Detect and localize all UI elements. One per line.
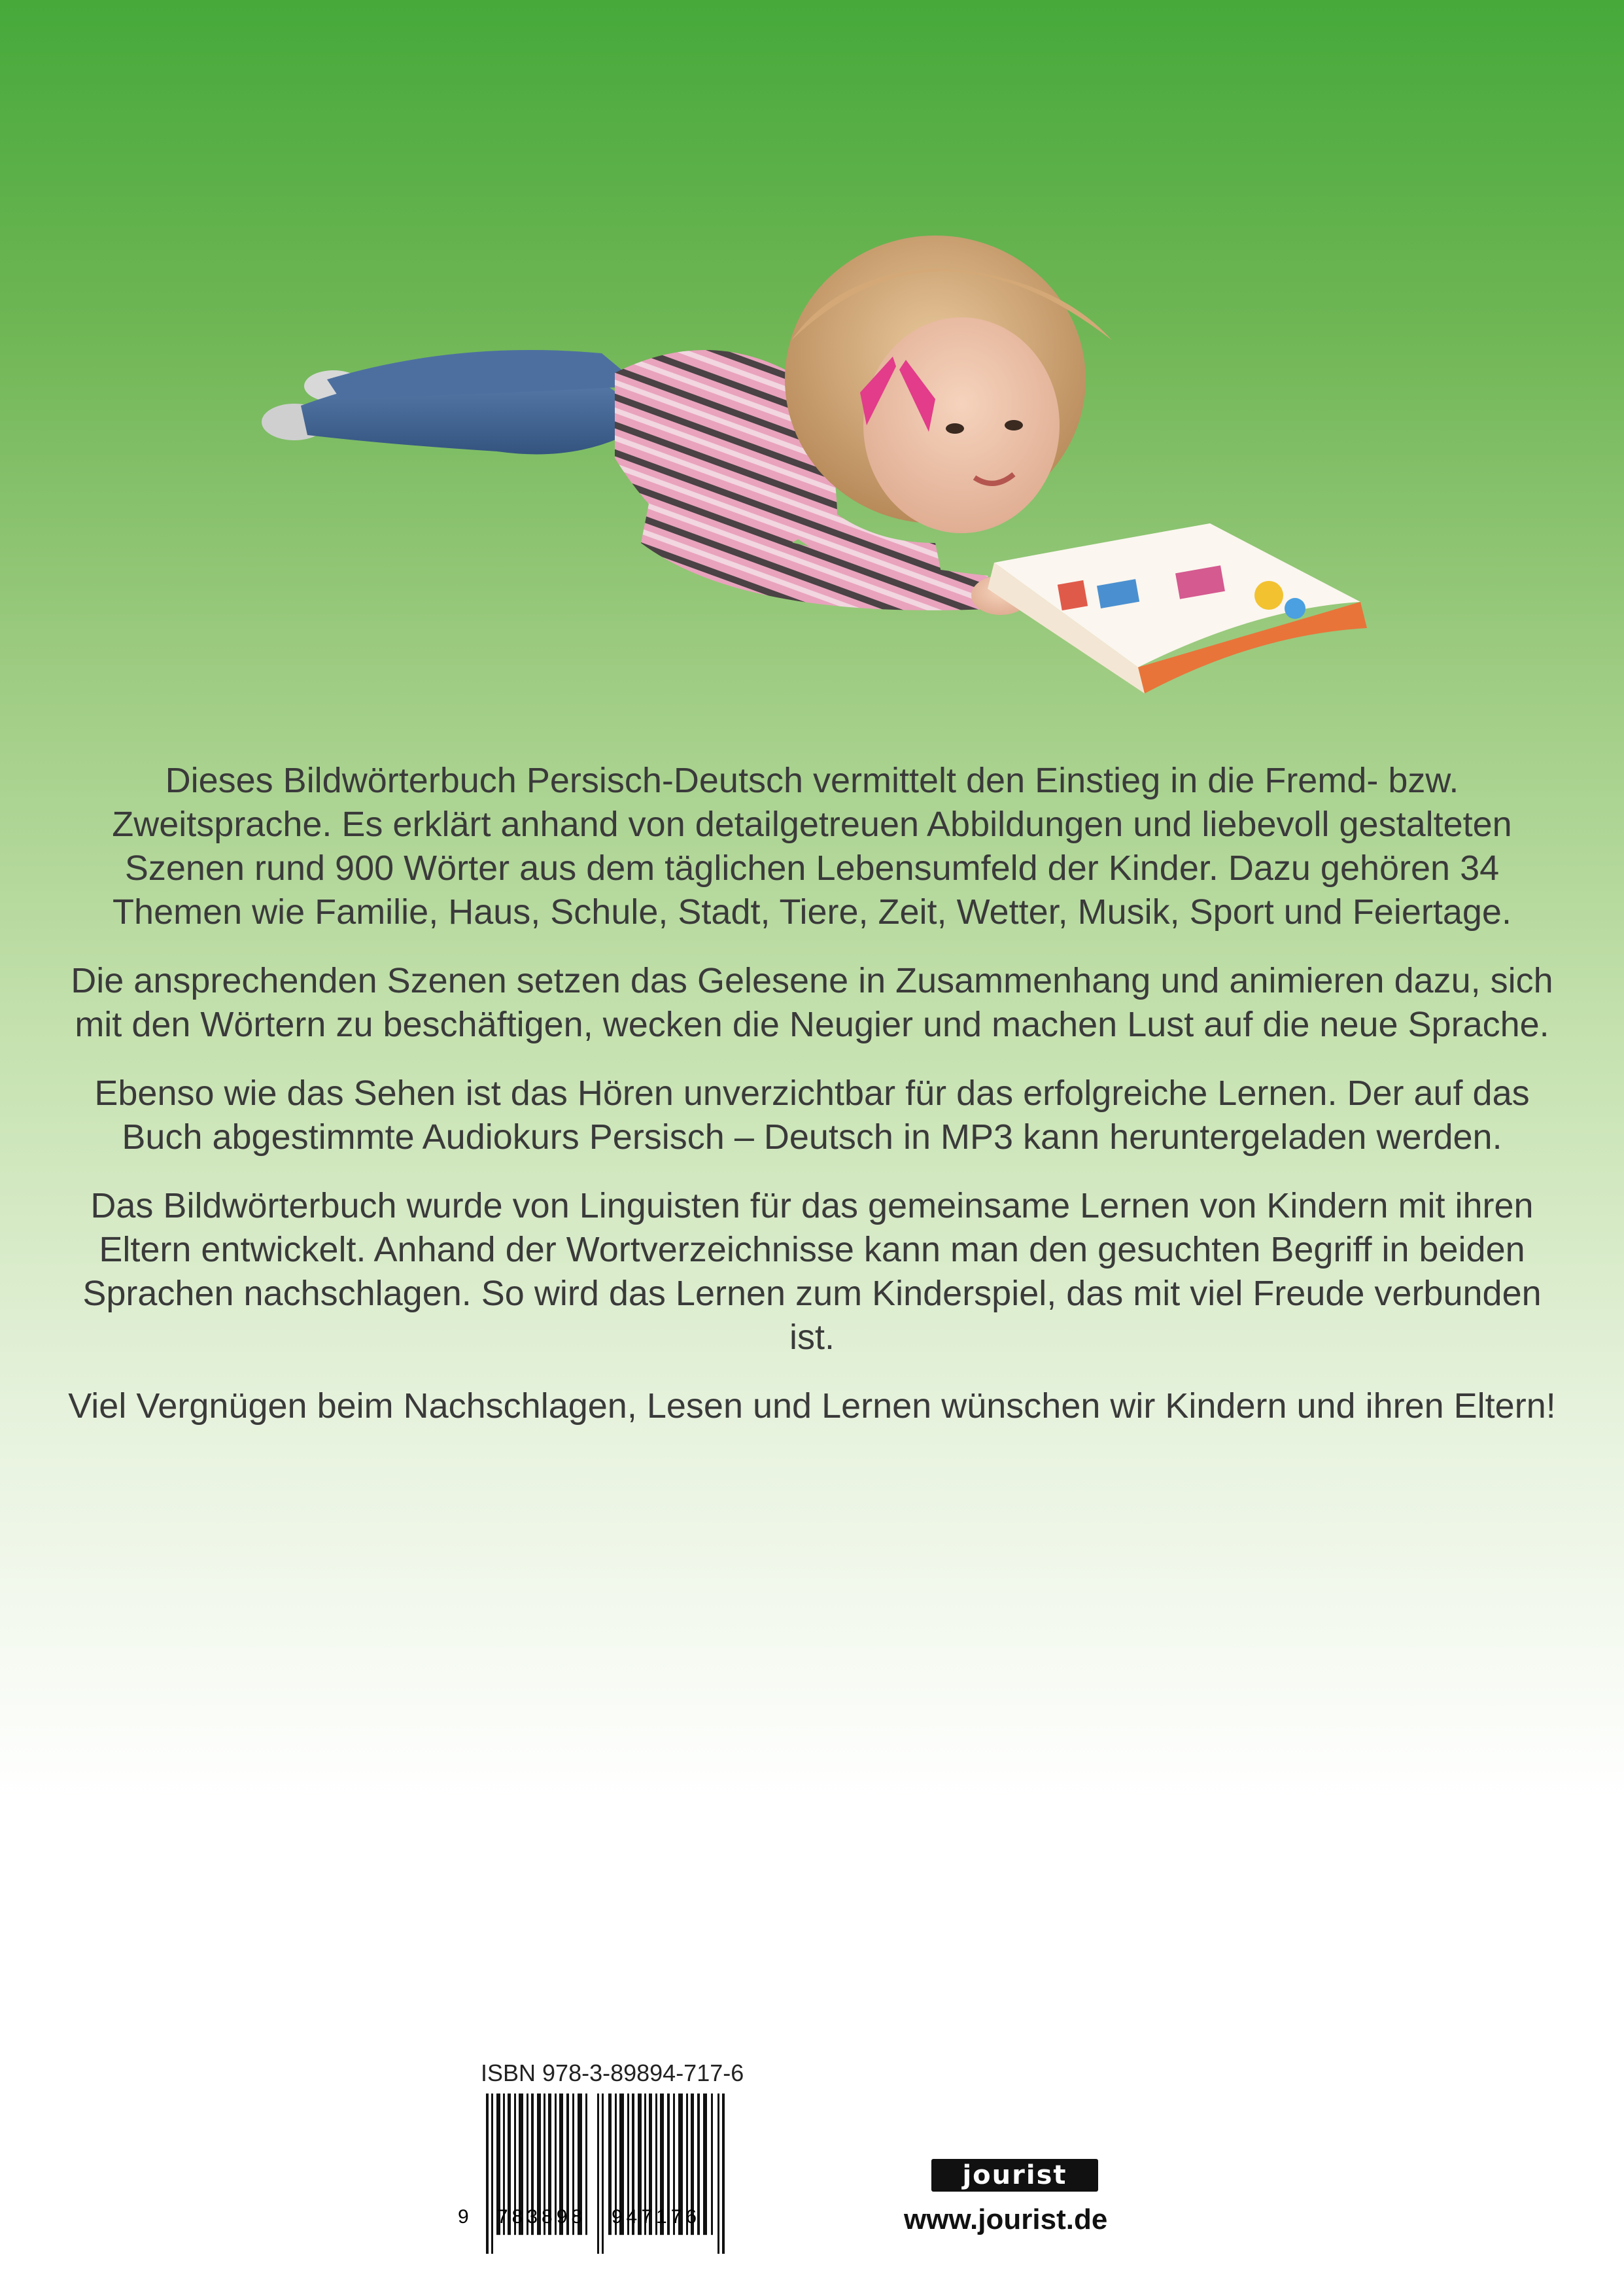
isbn-label: ISBN 978-3-89894-717-6 <box>481 2059 744 2086</box>
barcode-digits-group-2: 947176 <box>612 2206 701 2228</box>
website-link[interactable]: www.jourist.de <box>904 2203 1108 2235</box>
girl-reading-illustration <box>249 177 1400 752</box>
barcode-digits-group-1: 783898 <box>497 2206 587 2228</box>
paragraph-2: Die ansprechenden Szenen setzen das Gelesene in Zusammenhang und animieren dazu, sich mit den Wörtern zu beschäftigen, wecken die Neugier und machen Lust auf die neue Sprache. <box>71 961 1553 1044</box>
paragraph-4: Das Bildwörterbuch wurde von Linguisten für das gemeinsame Lernen von Kindern mit ihren Eltern entwickelt. Anhand der Wortverzeichnisse kann man den gesuchten Begriff in beiden Sprachen nachschlagen. So wird das Lernen zum Kinderspiel, das mit viel Freude verbunden ist. <box>82 1186 1542 1357</box>
description-text <box>65 759 1559 1453</box>
publisher-logo: jourist <box>931 2159 1098 2192</box>
paragraph-5: Viel Vergnügen beim Nachschlagen, Lesen und Lernen wünschen wir Kindern und ihren Eltern! <box>68 1386 1556 1426</box>
paragraph-3: Ebenso wie das Sehen ist das Hören unverzichtbar für das erfolgreiche Lernen. Der auf das Buch abgestimmte Audiokurs Persisch – Deutsch in MP3 kann heruntergeladen werden. <box>94 1074 1530 1157</box>
barcode-lead-digit: 9 <box>458 2206 469 2228</box>
paragraph-1: Dieses Bildwörterbuch Persisch-Deutsch vermittelt den Einstieg in die Fremd- bzw. Zweitsprache. Es erklärt anhand von detailgetreuen Abbildungen und liebevoll gestalteten Szenen rund 900 Wörter aus dem täglichen Lebensumfeld der Kinder. Dazu gehören 34 Themen wie Familie, Haus, Schule, Stadt, Tiere, Zeit, Wetter, Musik, Sport und Feiertage. <box>112 761 1512 932</box>
barcode <box>481 2094 733 2254</box>
